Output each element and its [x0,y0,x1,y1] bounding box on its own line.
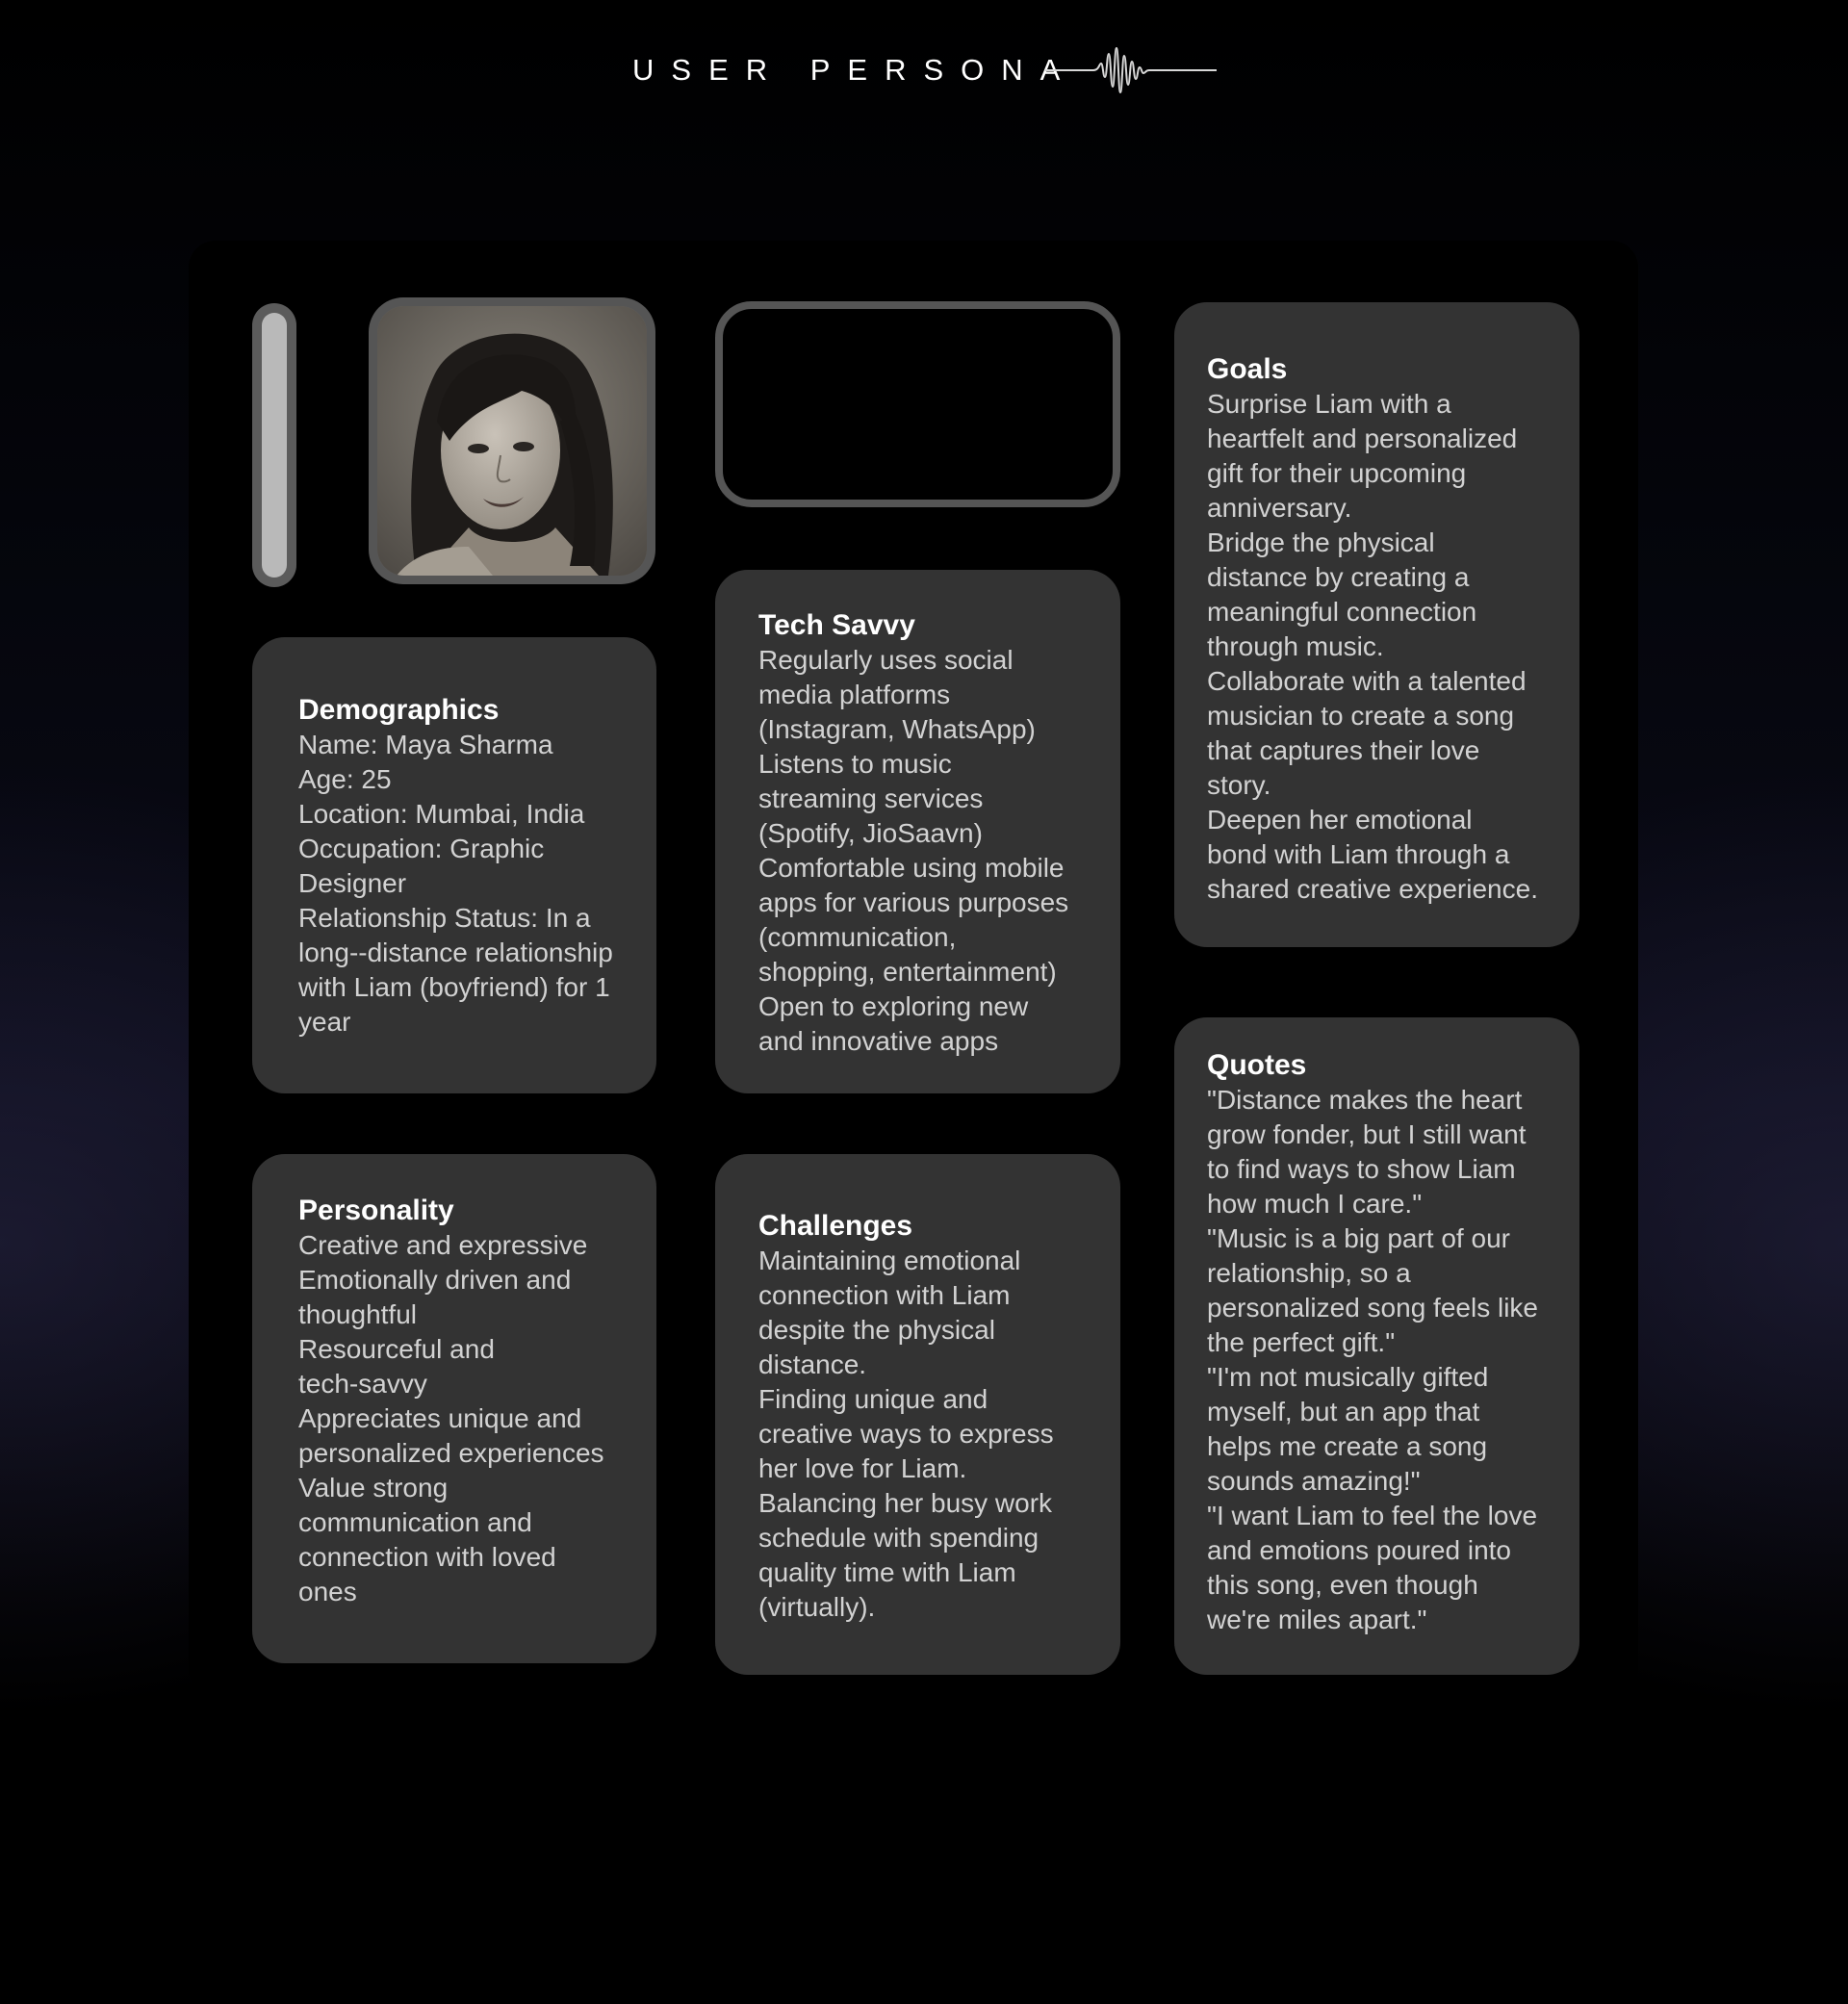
tech-savvy-line: (communication, [758,922,957,952]
personality-line: ones [298,1577,357,1606]
quotes-line: "I'm not musically gifted [1207,1362,1489,1392]
quotes-line: personalized song feels like [1207,1293,1538,1323]
quotes-line: helps me create a song [1207,1431,1488,1461]
personality-line: Creative and expressive [298,1230,588,1260]
challenges-line: schedule with spending [758,1523,1040,1553]
quotes-line: sounds amazing!" [1207,1466,1421,1496]
goals-line: Surprise Liam with a [1207,389,1451,419]
demographics-line: year [298,1007,351,1037]
tech-savvy-title: Tech Savvy [758,609,915,641]
challenges-line: Maintaining emotional [758,1246,1021,1275]
goals-line: heartfelt and personalized [1207,424,1518,453]
goals-line: bond with Liam through a [1207,839,1510,869]
quotes-list [1207,1083,1553,1637]
demographics-line: Name: Maya Sharma [298,730,553,759]
quotes-line: grow fonder, but I still want [1207,1119,1527,1149]
tech-savvy-line: and innovative apps [758,1026,999,1056]
tech-savvy-line: streaming services [758,784,984,813]
goals-line: that captures their love [1207,735,1480,765]
challenges-line: creative ways to express [758,1419,1054,1449]
goals-card [1174,302,1579,947]
quotes-card [1174,1017,1579,1675]
empty-placeholder-frame [715,301,1120,507]
personality-line: personalized experiences [298,1438,604,1468]
tech-savvy-line: shopping, entertainment) [758,957,1057,987]
goals-list [1207,387,1549,907]
personality-card [252,1154,656,1663]
avatar [377,306,647,576]
tech-savvy-line: Open to exploring new [758,991,1029,1021]
demographics-title: Demographics [298,694,500,726]
personality-line: Resourceful and [298,1334,495,1364]
demographics-line: with Liam (boyfriend) for 1 [298,972,610,1002]
challenges-line: Finding unique and [758,1384,988,1414]
quotes-line: "Distance makes the heart [1207,1085,1523,1115]
scroll-thumb[interactable] [262,313,287,578]
challenges-line: despite the physical [758,1315,995,1345]
personality-line: Value strong [298,1473,449,1503]
tech-savvy-line: media platforms [758,680,951,709]
challenges-title: Challenges [758,1210,913,1242]
challenges-line: (virtually). [758,1592,876,1622]
tech-savvy-line: Regularly uses social [758,645,1014,675]
quotes-title: Quotes [1207,1049,1307,1081]
personality-list [298,1228,626,1609]
demographics-list [298,728,626,1040]
challenges-card [715,1154,1120,1675]
demographics-line: long--distance relationship [298,938,613,967]
goals-line: anniversary. [1207,493,1352,523]
challenges-list [758,1244,1090,1625]
personality-line: Appreciates unique and [298,1403,582,1433]
personality-line: Emotionally driven and [298,1265,572,1295]
personality-line: communication and [298,1507,532,1537]
quotes-line: myself, but an app that [1207,1397,1480,1426]
goals-line: through music. [1207,631,1384,661]
quotes-line: how much I care." [1207,1189,1423,1219]
tech-savvy-line: (Instagram, WhatsApp) [758,714,1036,744]
goals-line: meaningful connection [1207,597,1477,627]
tech-savvy-card [715,570,1120,1093]
scroll-indicator[interactable] [252,303,296,587]
portrait-photo [377,306,647,576]
goals-line: shared creative experience. [1207,874,1538,904]
goals-line: gift for their upcoming [1207,458,1467,488]
goals-line: Deepen her emotional [1207,805,1473,835]
tech-savvy-line: apps for various purposes [758,887,1069,917]
goals-line: Collaborate with a talented [1207,666,1527,696]
challenges-line: her love for Liam. [758,1453,967,1483]
avatar-frame [369,297,655,584]
challenges-line: Balancing her busy work [758,1488,1053,1518]
sound-wave-icon [1045,46,1217,94]
challenges-line: distance. [758,1349,867,1379]
personality-line: connection with loved [298,1542,556,1572]
quotes-line: relationship, so a [1207,1258,1411,1288]
page-header [0,46,1848,94]
quotes-line: to find ways to show Liam [1207,1154,1516,1184]
quotes-line: the perfect gift." [1207,1327,1396,1357]
tech-savvy-line: (Spotify, JioSaavn) [758,818,983,848]
tech-savvy-line: Comfortable using mobile [758,853,1065,883]
quotes-line: "I want Liam to feel the love [1207,1501,1538,1530]
goals-line: distance by creating a [1207,562,1470,592]
challenges-line: connection with Liam [758,1280,1011,1310]
quotes-line: we're miles apart." [1207,1605,1427,1634]
personality-title: Personality [298,1195,454,1226]
demographics-line: Occupation: Graphic [298,834,545,863]
tech-savvy-line: Listens to music [758,749,952,779]
goals-line: musician to create a song [1207,701,1515,731]
demographics-line: Location: Mumbai, India [298,799,585,829]
personality-line: tech-savvy [298,1369,427,1399]
goals-line: story. [1207,770,1271,800]
tech-savvy-list [758,643,1090,1059]
page-title: USER PERSONA [632,53,1078,87]
demographics-line: Designer [298,868,407,898]
goals-title: Goals [1207,353,1288,385]
demographics-line: Age: 25 [298,764,392,794]
personality-line: thoughtful [298,1299,417,1329]
goals-line: Bridge the physical [1207,527,1435,557]
quotes-line: this song, even though [1207,1570,1478,1600]
demographics-line: Relationship Status: In a [298,903,591,933]
challenges-line: quality time with Liam [758,1557,1016,1587]
quotes-line: and emotions poured into [1207,1535,1511,1565]
quotes-line: "Music is a big part of our [1207,1223,1510,1253]
demographics-card [252,637,656,1093]
